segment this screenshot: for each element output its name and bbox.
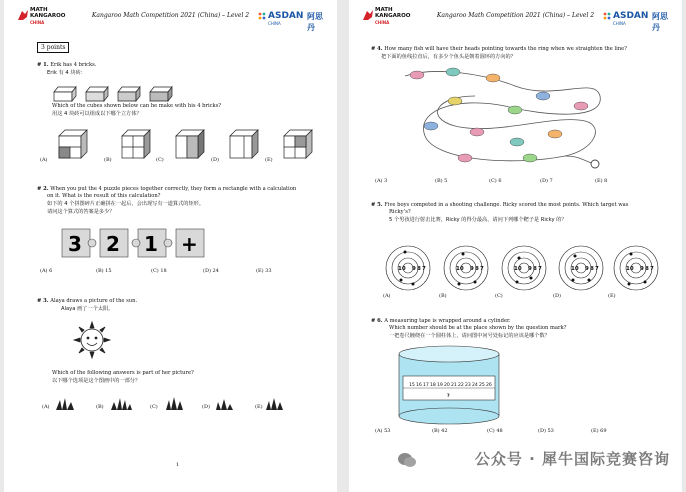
svg-text:26: 26	[486, 383, 492, 388]
q1-bricks-figure	[52, 82, 182, 104]
q6-option-b[interactable]: (B) 42	[432, 428, 448, 434]
q1-option-d[interactable]: (D)	[211, 157, 219, 163]
svg-text:7: 7	[650, 266, 654, 272]
svg-text:25: 25	[479, 383, 485, 388]
svg-text:9: 9	[640, 266, 644, 272]
svg-text:7: 7	[595, 266, 599, 272]
q2-option-b[interactable]: (B) 15	[96, 268, 112, 274]
header-title: Kangaroo Math Competition 2021 (China) – Level 2	[91, 12, 250, 19]
q3-option-d[interactable]: (D)	[202, 404, 210, 410]
svg-text:8: 8	[417, 266, 421, 272]
svg-text:10: 10	[514, 266, 522, 272]
svg-text:9: 9	[528, 266, 532, 272]
q1-option-e[interactable]: (E)	[265, 157, 273, 163]
left-page	[4, 0, 337, 492]
svg-text:23: 23	[465, 383, 471, 388]
page-header	[349, 6, 682, 32]
q5-targets	[383, 244, 673, 294]
svg-text:9: 9	[585, 266, 589, 272]
puzzle-piece-3: 1	[144, 232, 158, 256]
q3-question: Which of the following answers is part of her picture? 以下哪个选项是这个图画中的一部分？	[52, 370, 194, 384]
page-header	[4, 6, 337, 32]
q3-option-b[interactable]: (B)	[96, 404, 104, 410]
q3-options-figures	[56, 396, 316, 412]
q6-text: # 6. A measuring tape is wrapped around a cylinder. Which number should be at the place shown by the question mark? 一把卷尺缠绕在一个圆柱体上，请问图中问号处标记的应该是哪个数？	[371, 318, 567, 339]
svg-text:8: 8	[475, 266, 479, 272]
ring-icon	[591, 160, 599, 168]
question-mark: ?	[447, 394, 450, 399]
q3-option-c[interactable]: (C)	[150, 404, 158, 410]
points-badge: 3 points	[37, 42, 69, 53]
q3-option-a[interactable]: (A)	[42, 404, 50, 410]
q4-option-d[interactable]: (D) 7	[540, 178, 553, 184]
q2-option-e[interactable]: (E) 33	[256, 268, 272, 274]
q1-option-a[interactable]: (A)	[40, 157, 48, 163]
svg-text:7: 7	[480, 266, 484, 272]
q1-option-b[interactable]: (B)	[104, 157, 112, 163]
svg-text:8: 8	[590, 266, 594, 272]
q4-fish-line-figure	[395, 66, 615, 171]
q2-option-a[interactable]: (A) 6	[40, 268, 53, 274]
q5-option-e[interactable]: (E)	[608, 293, 616, 299]
svg-text:10: 10	[626, 266, 634, 272]
q6-option-d[interactable]: (D) 53	[538, 428, 554, 434]
q5-option-a[interactable]: (A)	[383, 293, 391, 299]
svg-text:22: 22	[458, 383, 464, 388]
q4-option-b[interactable]: (B) 5	[435, 178, 448, 184]
q1-cube-options	[59, 130, 337, 160]
q5-option-b[interactable]: (B)	[439, 293, 447, 299]
svg-text:21: 21	[451, 383, 457, 388]
wechat-icon	[397, 451, 417, 469]
q4-option-e[interactable]: (E) 8	[595, 178, 608, 184]
svg-text:16: 16	[416, 383, 422, 388]
q3-option-e[interactable]: (E)	[255, 404, 263, 410]
asdan-icon	[257, 11, 267, 21]
sun-drawing	[70, 318, 120, 364]
q4-text: # 4. How many fish will have their heads pointing towards the ring when we straighten the line? 把下面的鱼线拉直后，有多少个鱼头是朝着圆环的方向的？	[371, 46, 627, 60]
q4-option-c[interactable]: (C) 6	[489, 178, 502, 184]
kangaroo-icon	[16, 8, 30, 22]
q2-option-d[interactable]: (D) 24	[203, 268, 219, 274]
svg-text:7: 7	[422, 266, 426, 272]
q2-puzzle-pieces	[62, 227, 222, 259]
svg-text:9: 9	[470, 266, 474, 272]
svg-text:10: 10	[456, 266, 464, 272]
q5-option-c[interactable]: (C)	[495, 293, 503, 299]
svg-text:19: 19	[437, 383, 443, 388]
q6-option-e[interactable]: (E) 69	[591, 428, 607, 434]
svg-text:15: 15	[409, 383, 415, 388]
svg-text:10: 10	[571, 266, 579, 272]
svg-text:7: 7	[538, 266, 542, 272]
puzzle-piece-4: +	[181, 232, 198, 256]
svg-text:10: 10	[398, 266, 406, 272]
header-title: Kangaroo Math Competition 2021 (China) – Level 2	[436, 12, 595, 19]
svg-text:9: 9	[412, 266, 416, 272]
q1-text: # 1. Erik has 4 bricks. Erik 有 4 块砖：	[37, 62, 97, 76]
asdan-logo: ASDAN 阿思丹 CHINA	[257, 10, 327, 26]
svg-text:8: 8	[645, 266, 649, 272]
q5-text: # 5. Five boys competed in a shooting challenge. Ricky scored the most points. Which target was Ricky’s? 5 个男孩进行射击比赛，Ricky 的得分最高，请问下列哪个靶子是 Ricky 的？	[371, 202, 629, 223]
puzzle-piece-1: 3	[68, 232, 82, 256]
svg-text:20: 20	[444, 383, 450, 388]
svg-text:17: 17	[423, 383, 429, 388]
asdan-icon	[602, 11, 612, 21]
asdan-logo: ASDAN 阿思丹 CHINA	[602, 10, 672, 26]
q2-option-c[interactable]: (C) 18	[151, 268, 167, 274]
q6-cylinder-figure	[397, 346, 507, 426]
svg-text:8: 8	[533, 266, 537, 272]
svg-text:24: 24	[472, 383, 478, 388]
page-number: 1	[176, 462, 180, 468]
q4-option-a[interactable]: (A) 3	[375, 178, 388, 184]
q6-option-c[interactable]: (C) 48	[487, 428, 503, 434]
q5-option-d[interactable]: (D)	[553, 293, 561, 299]
puzzle-piece-2: 2	[106, 232, 120, 256]
math-kangaroo-logo: MATH KANGAROO CHINA	[361, 7, 415, 31]
math-kangaroo-logo: MATH KANGAROO CHINA	[16, 7, 70, 31]
q3-text: # 3. Alaya draws a picture of the sun. Alaya 画了一个太阳。	[37, 298, 138, 312]
right-page	[349, 0, 682, 492]
q2-text: # 2. When you put the 4 puzzle pieces together correctly, they form a rectangle with a calculation on it. What is the result of this calculation? 如下的 4 个拼图碎片正确拼在一起后，会出现写有一道算式的矩形。 请问这个算式的答案是多少？	[37, 186, 297, 215]
watermark: 公众号 · 犀牛国际竞赛咨询	[474, 450, 670, 468]
q1-option-c[interactable]: (C)	[156, 157, 164, 163]
svg-text:18: 18	[430, 383, 436, 388]
q6-option-a[interactable]: (A) 53	[375, 428, 391, 434]
q1-question: Which of the cubes shown below can he make with his 4 bricks? 用这 4 块砖可以组成以下哪个立方体？	[52, 103, 222, 117]
kangaroo-icon	[361, 8, 375, 22]
